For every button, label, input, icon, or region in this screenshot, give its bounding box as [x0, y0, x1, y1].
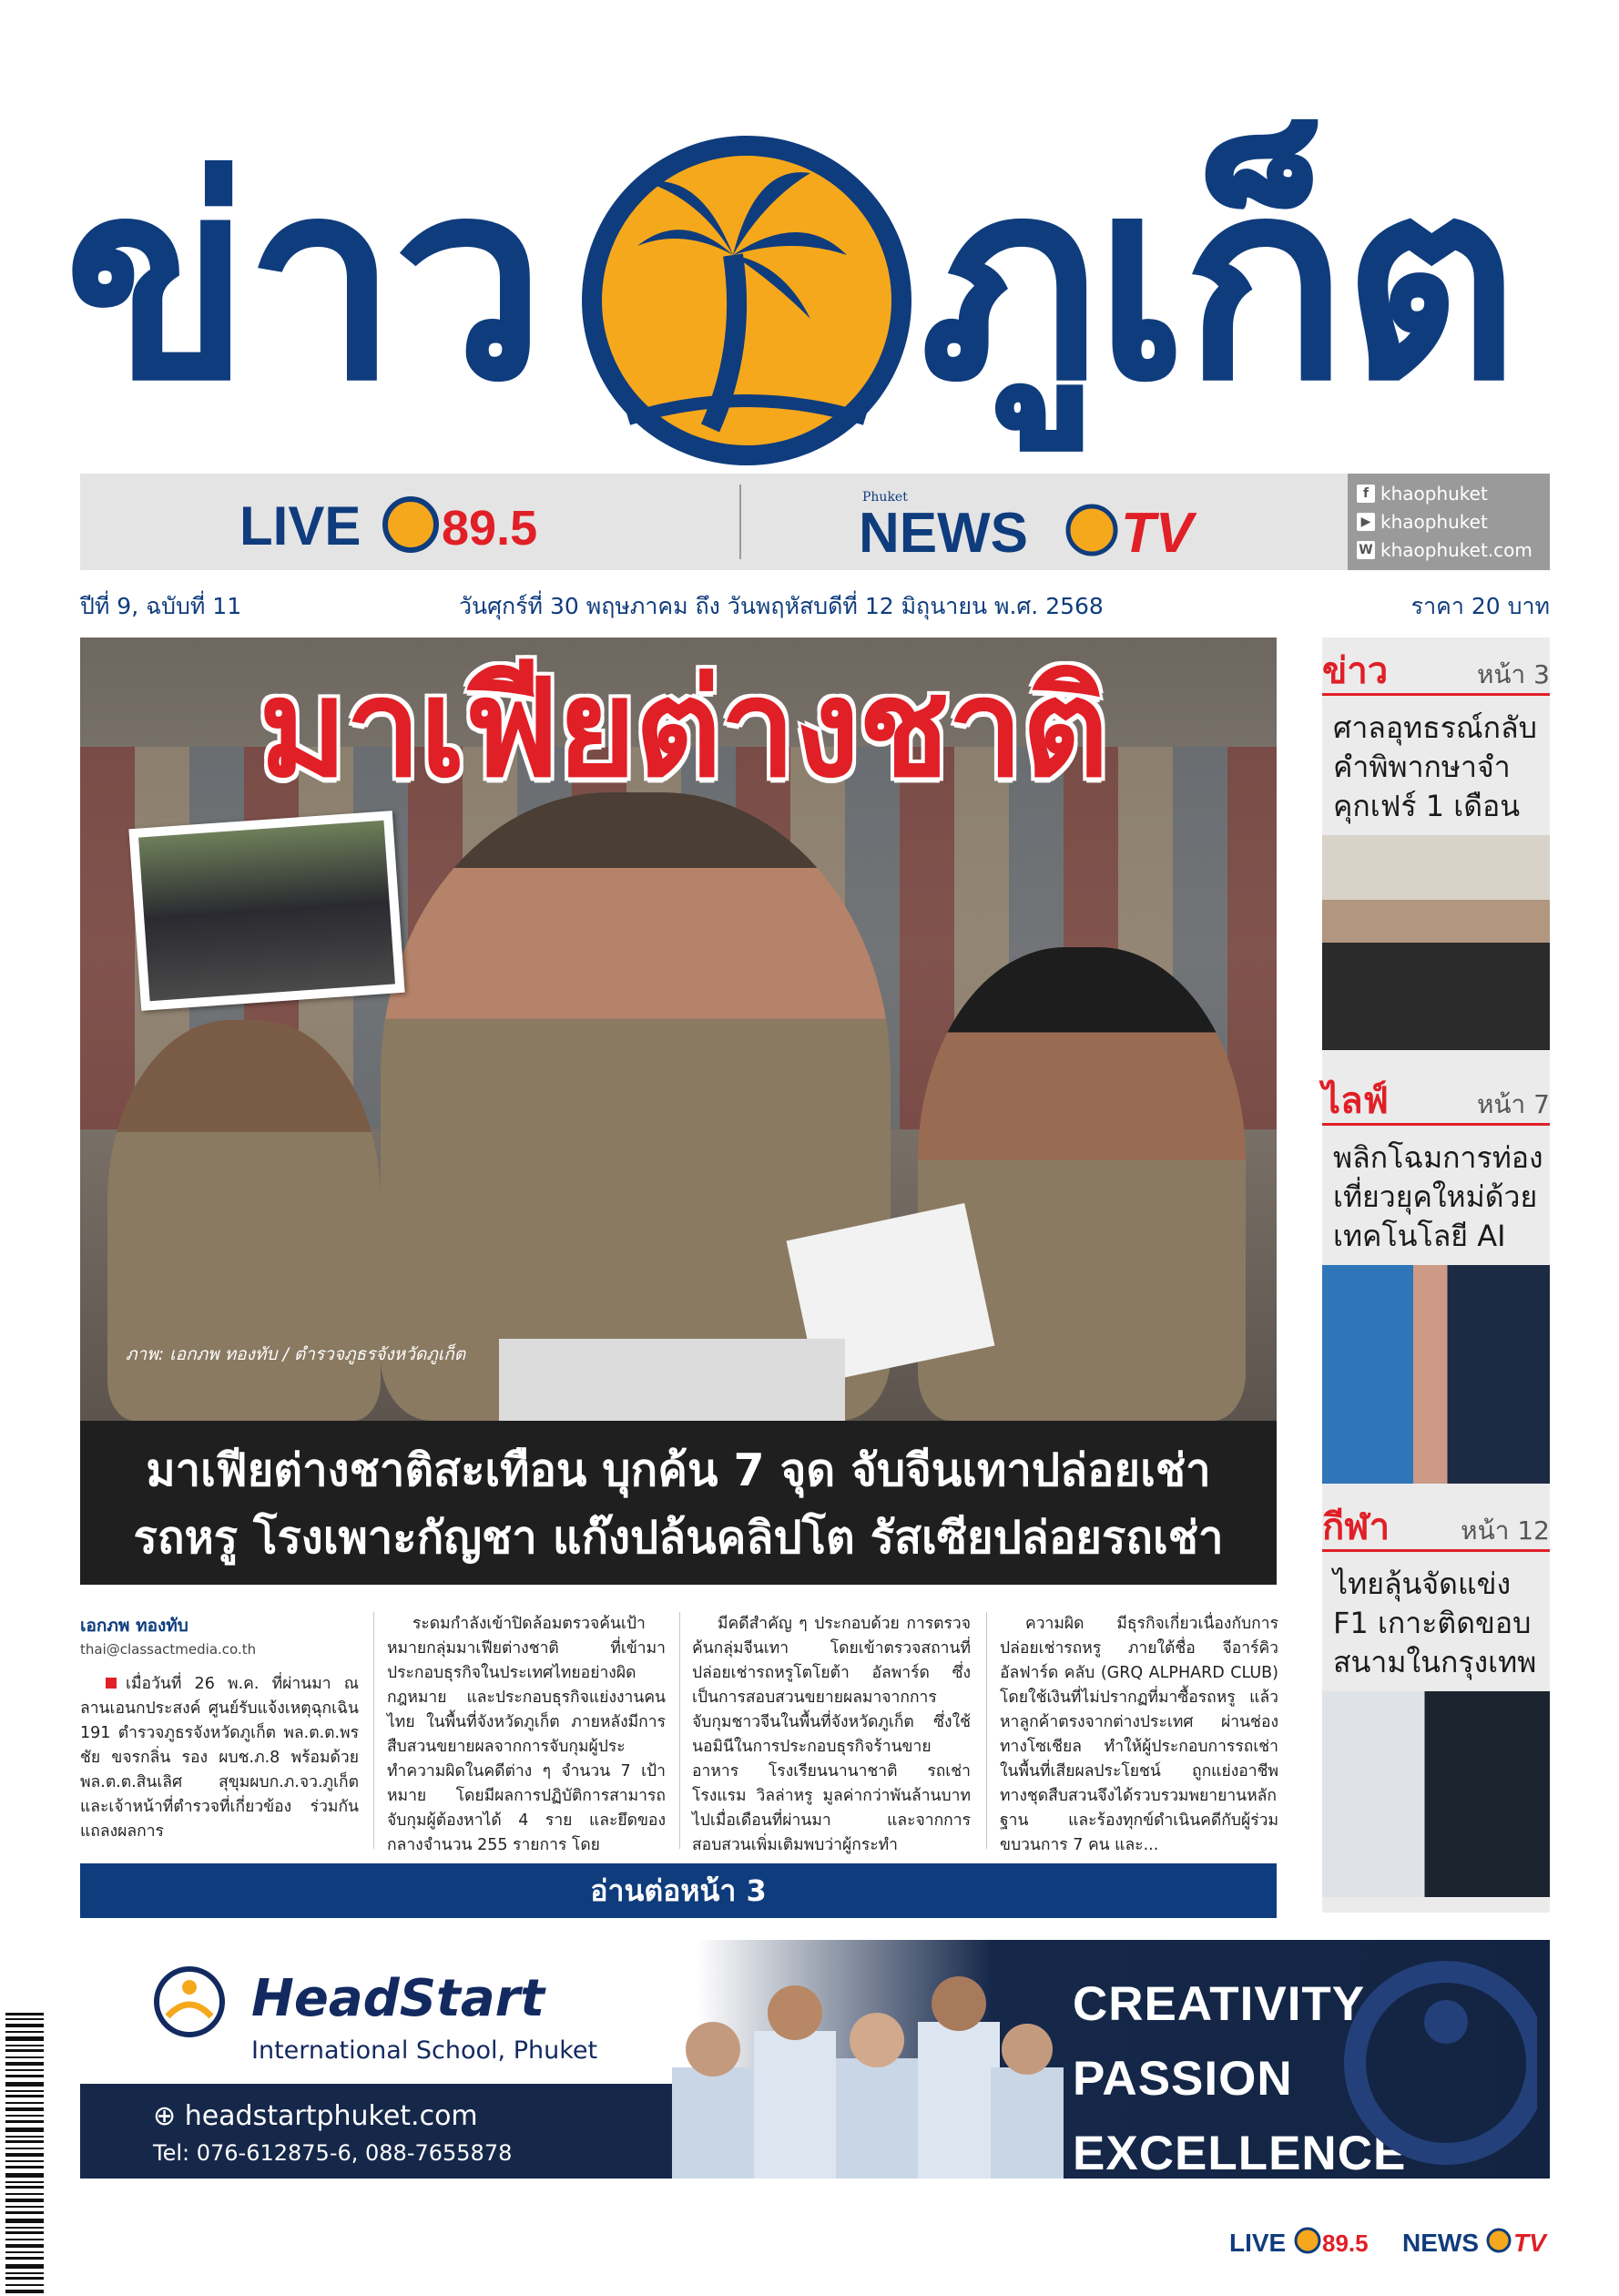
- deck-line-1: มาเฟียต่างชาติสะเทือน บุกค้น 7 จุด จับจีนเทาปล่อยเช่า: [146, 1444, 1211, 1496]
- social-youtube[interactable]: [1357, 507, 1548, 536]
- footer-tv-word: TV: [1513, 2229, 1546, 2257]
- youtube-icon: ▶: [1357, 513, 1375, 531]
- article-column-4: ความผิด มีธุรกิจเกี่ยวเนื่องกับการปล่อยเช่ารถหรู ภายใต้ชื่อ จีอาร์คิว อัลฟาร์ด คลับ (GRQ ALPHARD CLUB) โดยใช้เงินที่ไม่ปรากฏที่มาซื้อรถหรู แล้วหาลูกค้าตรงจากต่างประเทศ ผ่านช่องทางโซเชียล ทำให้ผู้ประกอบการรถเช่าในพื้นที่เสียผลประโยชน์ ถูกแย่งอาชีพ ทางชุดสืบสวนจึงได้รวบรวมพยายานหลักฐาน และร้องทุกข์ดำเนินคดีกับผู้ร่วมขบวนการ 7 คน และ...: [1000, 1615, 1278, 1854]
- sidebar-photo: [1322, 835, 1550, 1050]
- masthead: [64, 100, 1557, 483]
- facebook-icon: f: [1357, 485, 1375, 503]
- author-email[interactable]: thai@classactmedia.co.th: [80, 1641, 257, 1658]
- ad-phone: Tel: 076-612875-6, 088-7655878: [153, 2140, 513, 2166]
- sidebar-title: ศาลอุทธรณ์กลับคำพิพากษาจำคุกเฟร์ 1 เดือน: [1333, 710, 1537, 823]
- sidebar-item-sport[interactable]: [1322, 1494, 1550, 1897]
- live-number: 89.5: [442, 501, 538, 556]
- ad-brand: HeadStart: [251, 1969, 545, 2028]
- headstart-watermark-icon: [1319, 1958, 1537, 2168]
- tv-word: TV: [1121, 502, 1194, 559]
- sidebar-title: ไทยลุ้นจัดแข่ง F1 เกาะติดขอบสนามในกรุงเทพ: [1333, 1566, 1537, 1679]
- author-name: เอกภพ ทองทับ: [80, 1616, 188, 1636]
- sidebar-title: พลิกโฉมการท่องเที่ยวยุคใหม่ด้วยเทคโนโลยี AI: [1333, 1140, 1543, 1253]
- cover-photo: [80, 638, 1277, 1421]
- headstart-advertisement[interactable]: [80, 1940, 1550, 2179]
- sidebar-item-life[interactable]: [1322, 1067, 1550, 1484]
- live-word: LIVE: [239, 495, 361, 556]
- web-icon: W: [1357, 541, 1375, 559]
- barcode: [5, 2013, 44, 2295]
- deck-line-2: รถหรู โรงเพาะกัญชา แก๊งปล้นคลิปโต รัสเซียปล่อยรถเช่า: [133, 1512, 1224, 1564]
- ad-contact-panel: [80, 2084, 718, 2179]
- column-rule: [373, 1612, 374, 1849]
- podium: [499, 1339, 845, 1421]
- ad-subtitle: International School, Phuket: [251, 2036, 598, 2065]
- news-small-word: Phuket: [862, 490, 908, 505]
- social-website[interactable]: [1357, 536, 1548, 564]
- sidebar-page: หน้า 7: [1476, 1089, 1550, 1119]
- issue-number: ปีที่ 9, ฉบับที่ 11: [80, 593, 242, 619]
- sidebar-section: กีฬา: [1322, 1506, 1390, 1548]
- read-more-button[interactable]: อ่านต่อหน้า 3: [80, 1863, 1277, 1918]
- ad-tag: PASSION: [1073, 2052, 1293, 2106]
- article-column-1: เมื่อวันที่ 26 พ.ค. ที่ผ่านมา ณ ลานเอนกประสงค์ ศูนย์รับแจ้งเหตุฉุกเฉิน 191 ตำรวจภูธรจังหวัดภูเก็ต พล.ต.ต.พรชัย ขจรกลิ่น รอง ผบช.ภ.8 พร้อมด้วย พล.ต.ต.สินเลิศ สุขุมผบก.ภ.จว.ภูเก็ต และเจ้าหน้าที่ตำรวจที่เกี่ยวข้อง ร่วมกันแถลงผลการ: [80, 1672, 359, 1845]
- issue-dates: วันศุกร์ที่ 30 พฤษภาคม ถึง วันพฤหัสบดีที่ 12 มิถุนายน พ.ศ. 2568: [459, 593, 1104, 619]
- sidebar-item-news[interactable]: [1322, 638, 1550, 1050]
- cover-deck: [80, 1421, 1277, 1585]
- footer-live-number: 89.5: [1322, 2230, 1369, 2257]
- column-rule: [679, 1612, 680, 1849]
- social-facebook[interactable]: [1357, 479, 1548, 507]
- byline: [80, 1612, 256, 1658]
- photo-credit: ภาพ: เอกภพ ทองทับ / ตำรวจภูธรจังหวัดภูเก็ต: [126, 1344, 466, 1364]
- media-bar: [80, 474, 1550, 570]
- issue-price: ราคา 20 บาท: [1410, 593, 1550, 619]
- ad-tag: EXCELLENCE: [1073, 2127, 1407, 2179]
- inset-photo-cars: [128, 811, 404, 1011]
- social-handle: khaophuket: [1380, 482, 1488, 505]
- cover-headline: มาเฟียต่างชาติ: [259, 650, 1107, 807]
- sidebar-page: หน้า 3: [1476, 659, 1550, 689]
- sidebar-photo: [1322, 1265, 1550, 1484]
- ad-tag: CREATIVITY: [1073, 1977, 1366, 2031]
- students-photo: [672, 1958, 1064, 2179]
- social-handle: khaophuket.com: [1380, 538, 1532, 561]
- headstart-logo-icon: [153, 1965, 226, 2038]
- footer-news-word: NEWS: [1402, 2229, 1479, 2257]
- palm-tree-sun-logo: [574, 118, 920, 483]
- sidebar-page: หน้า 12: [1461, 1515, 1550, 1546]
- footer-live-word: LIVE: [1229, 2229, 1287, 2257]
- column-rule: [986, 1612, 987, 1849]
- phuket-news-tv-logo[interactable]: [859, 486, 1250, 559]
- masthead-title-left: ข่าว: [64, 123, 541, 441]
- article-column-3: มีคดีสำคัญ ๆ ประกอบด้วย การตรวจค้นกลุ่มจีนเทา โดยเข้าตรวจสถานที่ปล่อยเช่ารถหรูโตโยต้า อัลพาร์ด ซึ่งเป็นการสอบสวนขยายผลมาจากการจับกุมชาวจีนในพื้นที่จังหวัดภูเก็ต ซึ่งใช้นอมินีในการประกอบธุรกิจร้านขายอาหาร โรงเรียนนานาชาติ รถเช่า โรงแรม วิลล่าหรู มูลค่ากว่าพันล้านบาท ไปเมื่อเดือนที่ผ่านมา และจากการสอบสวนเพิ่มเติมพบว่าผู้กระทำ: [692, 1615, 971, 1854]
- social-handle: khaophuket: [1380, 510, 1488, 533]
- social-links: [1357, 479, 1548, 564]
- sidebar-photo: [1322, 1691, 1550, 1897]
- media-divider: [739, 485, 741, 559]
- issue-line: [80, 588, 1550, 621]
- masthead-title-right: ภูเก็ต: [920, 123, 1514, 441]
- article-column-2: ระดมกำลังเข้าปิดล้อมตรวจค้นเป้าหมายกลุ่มมาเฟียต่างชาติ ที่เข้ามาประกอบธุรกิจในประเทศไทยอย่างผิดกฎหมาย และประกอบธุรกิจแย่งงานคนไทย ในพื้นที่จังหวัดภูเก็ต ภายหลังมีการสืบสวนขยายผลจากการจับกุมผู้ประทำความผิดในคดีต่าง ๆ จำนวน 7 เป้าหมาย โดยมีผลการปฏิบัติการสามารถจับกุมผู้ต้องหาได้ 4 ราย และยึดของกลางจำนวน 255 รายการ โดย: [387, 1615, 666, 1854]
- sidebar-section: ไลฟ์: [1322, 1080, 1389, 1122]
- footer-logos: [1229, 2222, 1557, 2259]
- news-word: NEWS: [859, 502, 1028, 559]
- sidebar-section: ข่าว: [1322, 650, 1389, 692]
- live-radio-logo[interactable]: [239, 492, 604, 556]
- ad-website[interactable]: ⊕ headstartphuket.com: [153, 2100, 478, 2132]
